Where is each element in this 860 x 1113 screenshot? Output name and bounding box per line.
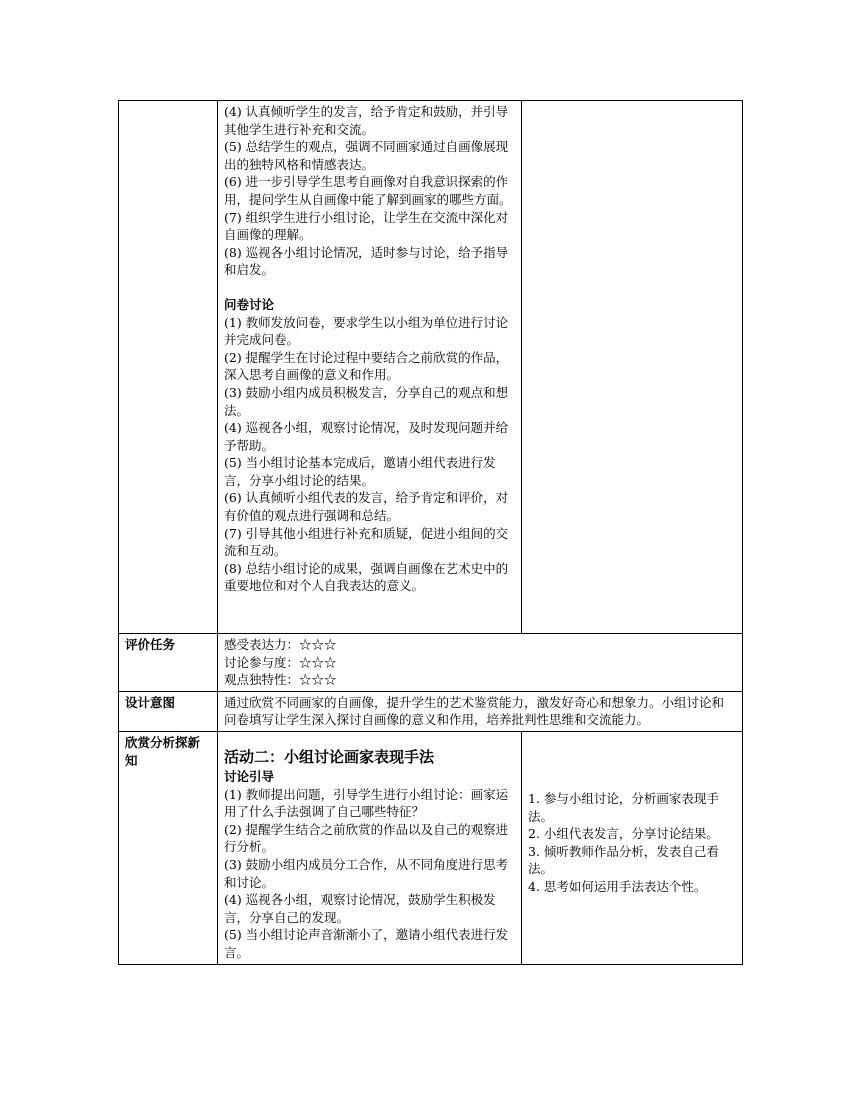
student-activity-list — [528, 790, 736, 896]
design-intent-row — [119, 691, 743, 731]
list-item: 1. 参与小组讨论，分析画家表现手法。 — [528, 790, 719, 824]
list-item: (7) 引导其他小组进行补充和质疑，促进小组间的交流和互动。 — [224, 525, 509, 559]
list-item: (2) 提醒学生结合之前欣赏的作品以及自己的观察进行分析。 — [224, 821, 509, 855]
list-item: (6) 认真倾听小组代表的发言，给予肯定和评价，对有价值的观点进行强调和总结。 — [224, 490, 509, 524]
activity2-label: 欣赏分析探新知 — [119, 731, 218, 964]
activity2-student-cell — [522, 731, 743, 964]
activity2-title: 活动二：小组讨论画家表现手法 — [224, 747, 435, 766]
list-item: (3) 鼓励小组内成员分工合作，从不同角度进行思考和讨论。 — [224, 856, 509, 890]
evaluation-label: 评价任务 — [119, 634, 218, 692]
list-item: (6) 进一步引导学生思考自画像对自我意识探索的作用，提问学生从自画像中能了解到画家的哪些方面。 — [224, 174, 512, 207]
list-item: (3) 鼓励小组内成员积极发言，分享自己的观点和想法。 — [224, 384, 509, 418]
rating-item: 讨论参与度：☆☆☆ — [224, 654, 337, 670]
activity2-row — [119, 731, 743, 964]
activity1-continued-row — [119, 101, 743, 634]
teacher-activity-cell — [218, 101, 522, 634]
design-intent-text: 通过欣赏不同画家的自画像，提升学生的艺术鉴赏能力，激发好奇心和想象力。小组讨论和问卷填写让学生深入探讨自画像的意义和作用，培养批判性思维和交流能力。 — [218, 691, 743, 731]
activity2-teacher-cell — [218, 731, 522, 964]
rating-item: 观点独特性：☆☆☆ — [224, 672, 337, 688]
list-item: (8) 巡视各小组讨论情况，适时参与讨论，给予指导和启发。 — [224, 244, 509, 278]
list-item: (5) 当小组讨论基本完成后，邀请小组代表进行发言，分享小组讨论的结果。 — [224, 455, 496, 488]
list-item: (8) 总结小组讨论的成果，强调自画像在艺术史中的重要地位和对个人自我表达的意义。 — [224, 560, 509, 594]
evaluation-row — [119, 634, 743, 692]
list-item: (5) 当小组讨论声音渐渐小了，邀请小组代表进行发言。 — [224, 927, 509, 960]
list-item: (4) 巡视各小组，观察讨论情况，鼓励学生积极发言，分享自己的发现。 — [224, 892, 496, 925]
list-item: (4) 巡视各小组，观察讨论情况，及时发现问题并给予帮助。 — [224, 420, 509, 453]
design-intent-label: 设计意图 — [119, 691, 218, 731]
discussion-heading: 讨论引导 — [224, 768, 275, 784]
empty-label-cell — [119, 101, 218, 634]
student-activity-cell-empty — [522, 101, 743, 634]
rating-item: 感受表达力：☆☆☆ — [224, 637, 337, 652]
list-item: (1) 教师发放问卷，要求学生以小组为单位进行讨论并完成问卷。 — [224, 314, 509, 348]
list-item: (5) 总结学生的观点，强调不同画家通过自画像展现出的独特风格和情感表达。 — [224, 139, 509, 172]
list-item: (1) 教师提出问题，引导学生进行小组讨论：画家运用了什么手法强调了自己哪些特征？ — [224, 786, 509, 820]
list-item: 3. 倾听教师作品分析，发表自己看法。 — [528, 843, 719, 877]
list-item: (2) 提醒学生在讨论过程中要结合之前欣赏的作品，深入思考自画像的意义和作用。 — [224, 349, 509, 383]
survey-heading: 问卷讨论 — [224, 296, 275, 312]
evaluation-cell — [218, 634, 743, 692]
list-item: (4) 认真倾听学生的发言，给予肯定和鼓励，并引导其他学生进行补充和交流。 — [224, 104, 509, 137]
list-item: (7) 组织学生进行小组讨论，让学生在交流中深化对自画像的理解。 — [224, 209, 509, 243]
list-item: 2. 小组代表发言，分享讨论结果。 — [528, 826, 719, 842]
list-item: 4. 思考如何运用手法表达个性。 — [528, 878, 707, 894]
lesson-plan-table — [118, 100, 743, 965]
